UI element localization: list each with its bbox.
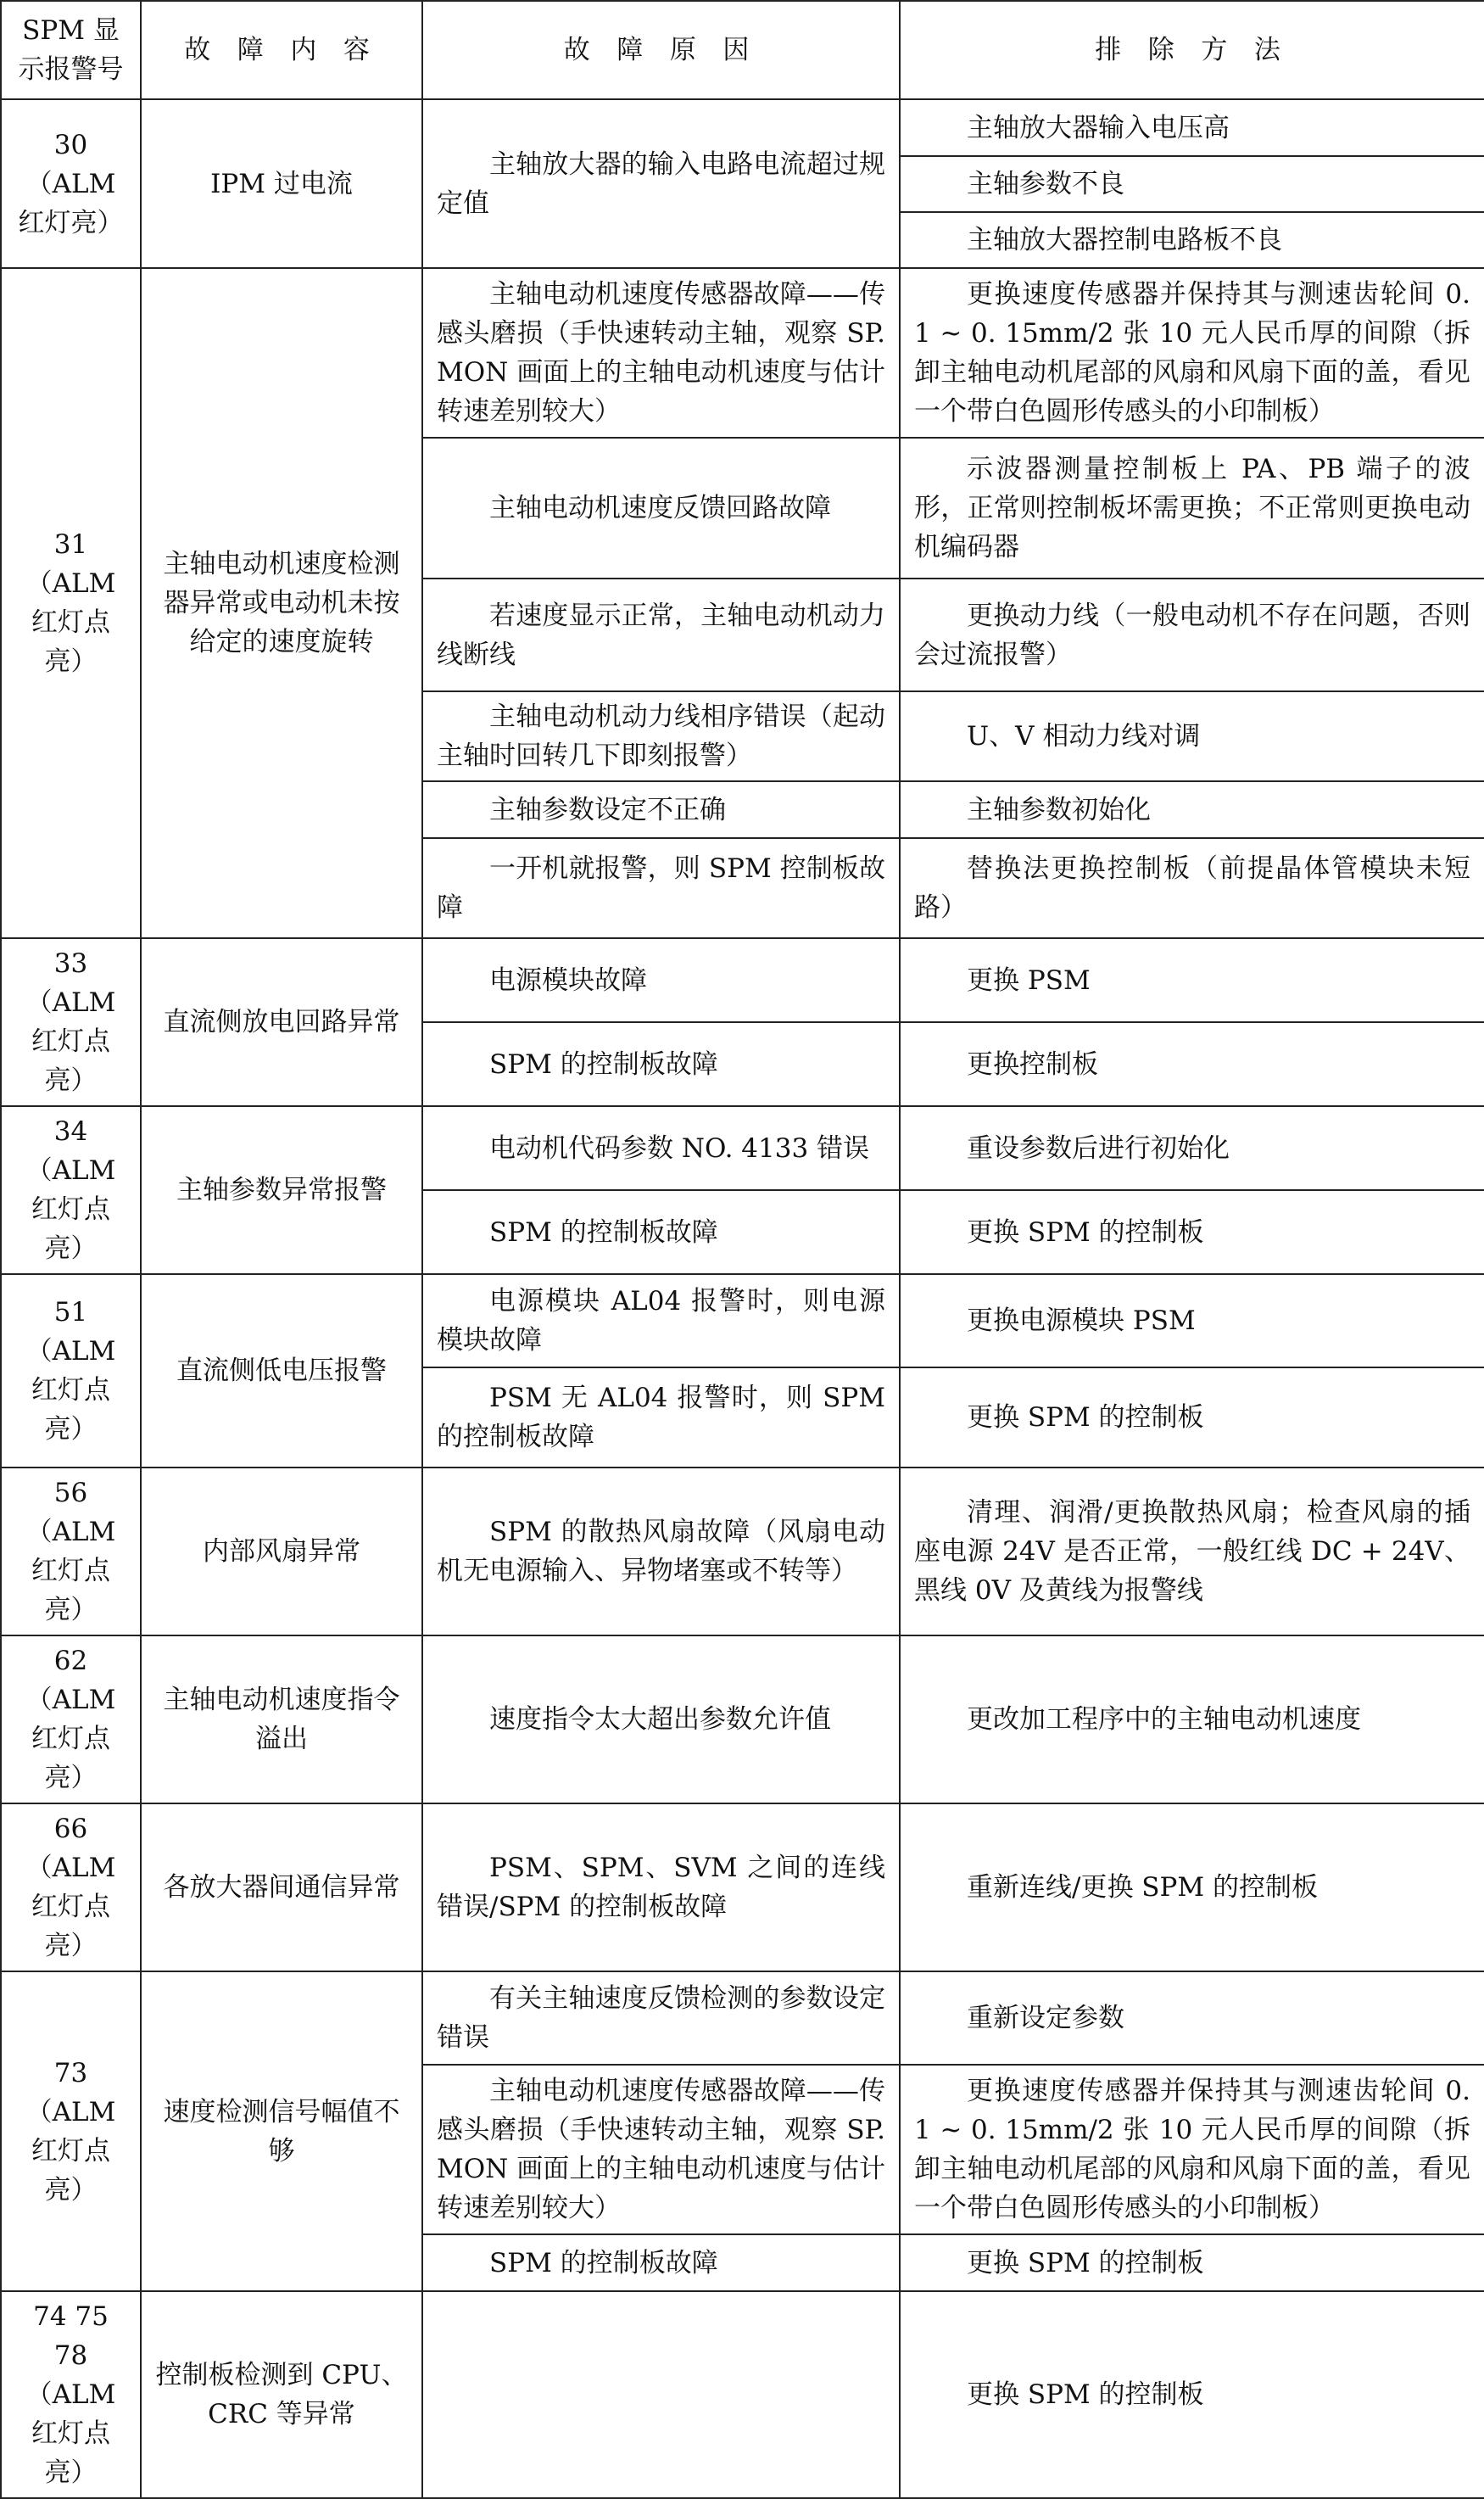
fix-method-cell: 替换法更换控制板（前提晶体管模块未短路） bbox=[900, 838, 1484, 938]
table-row bbox=[1, 1971, 1484, 2065]
table-row bbox=[1, 938, 1484, 1022]
fault-content-cell: 各放大器间通信异常 bbox=[141, 1803, 422, 1971]
alarm-number-cell: 66（ALM 红灯点亮） bbox=[1, 1803, 141, 1971]
fix-method-cell: 重设参数后进行初始化 bbox=[900, 1106, 1484, 1190]
header-fault-cause: 故 障 原 因 bbox=[422, 1, 900, 99]
fault-cause-cell: PSM、SPM、SVM 之间的连线错误/SPM 的控制板故障 bbox=[422, 1803, 900, 1971]
alarm-number-cell: 56（ALM 红灯点亮） bbox=[1, 1468, 141, 1635]
fault-content-cell: 控制板检测到 CPU、CRC 等异常 bbox=[141, 2291, 422, 2498]
fault-cause-cell: PSM 无 AL04 报警时，则 SPM 的控制板故障 bbox=[422, 1367, 900, 1468]
header-alarm-number: SPM 显示报警号 bbox=[1, 1, 141, 99]
fix-method-cell: 主轴放大器控制电路板不良 bbox=[900, 212, 1484, 268]
table-row bbox=[1, 1468, 1484, 1635]
fault-cause-cell: 电源模块 AL04 报警时，则电源模块故障 bbox=[422, 1274, 900, 1367]
alarm-number-cell: 31（ALM 红灯点亮） bbox=[1, 268, 141, 938]
fault-cause-cell: SPM 的控制板故障 bbox=[422, 1022, 900, 1106]
table-row bbox=[1, 99, 1484, 156]
fix-method-cell: 清理、润滑/更换散热风扇；检查风扇的插座电源 24V 是否正常，一般红线 DC + 24V、黑线 0V 及黄线为报警线 bbox=[900, 1468, 1484, 1635]
fix-method-cell: 更换电源模块 PSM bbox=[900, 1274, 1484, 1367]
fix-method-cell: 更换 SPM 的控制板 bbox=[900, 2234, 1484, 2291]
alarm-number-cell: 51（ALM 红灯点亮） bbox=[1, 1274, 141, 1468]
fault-cause-cell: 主轴电动机速度传感器故障——传感头磨损（手快速转动主轴，观察 SP. MON 画面上的主轴电动机速度与估计转速差别较大） bbox=[422, 2065, 900, 2234]
fault-content-cell: 主轴参数异常报警 bbox=[141, 1106, 422, 1274]
header-fault-content: 故 障 内 容 bbox=[141, 1, 422, 99]
fault-cause-cell: 有关主轴速度反馈检测的参数设定错误 bbox=[422, 1971, 900, 2065]
alarm-number-cell: 30（ALM 红灯亮） bbox=[1, 99, 141, 268]
fault-cause-cell: 电动机代码参数 NO. 4133 错误 bbox=[422, 1106, 900, 1190]
fix-method-cell: 更换速度传感器并保持其与测速齿轮间 0. 1 ~ 0. 15mm/2 张 10 元人民币厚的间隙（拆卸主轴电动机尾部的风扇和风扇下面的盖，看见一个带白色圆形传感头的小印制板） bbox=[900, 268, 1484, 438]
table-row bbox=[1, 1106, 1484, 1190]
alarm-number-cell: 34（ALM 红灯点亮） bbox=[1, 1106, 141, 1274]
fix-method-cell: 更换速度传感器并保持其与测速齿轮间 0. 1 ~ 0. 15mm/2 张 10 元人民币厚的间隙（拆卸主轴电动机尾部的风扇和风扇下面的盖，看见一个带白色圆形传感头的小印制板） bbox=[900, 2065, 1484, 2234]
table-row bbox=[1, 1274, 1484, 1367]
fault-cause-cell: 主轴放大器的输入电路电流超过规定值 bbox=[422, 99, 900, 268]
fault-content-cell: 直流侧低电压报警 bbox=[141, 1274, 422, 1468]
header-row bbox=[1, 1, 1484, 99]
fault-content-cell: 直流侧放电回路异常 bbox=[141, 938, 422, 1106]
fix-method-cell: 主轴放大器输入电压高 bbox=[900, 99, 1484, 156]
fault-cause-cell: 主轴电动机速度传感器故障——传感头磨损（手快速转动主轴，观察 SP. MON 画面上的主轴电动机速度与估计转速差别较大） bbox=[422, 268, 900, 438]
fault-cause-cell bbox=[422, 2291, 900, 2498]
alarm-number-cell: 74 75 78（ALM 红灯点亮） bbox=[1, 2291, 141, 2498]
fix-method-cell: 更改加工程序中的主轴电动机速度 bbox=[900, 1635, 1484, 1803]
fix-method-cell: 重新连线/更换 SPM 的控制板 bbox=[900, 1803, 1484, 1971]
alarm-number-cell: 62（ALM 红灯点亮） bbox=[1, 1635, 141, 1803]
fix-method-cell: 更换 SPM 的控制板 bbox=[900, 2291, 1484, 2498]
fix-method-cell: U、V 相动力线对调 bbox=[900, 691, 1484, 781]
fault-cause-cell: SPM 的控制板故障 bbox=[422, 2234, 900, 2291]
alarm-number-cell: 73（ALM 红灯点亮） bbox=[1, 1971, 141, 2291]
fault-cause-cell: 主轴电动机动力线相序错误（起动主轴时回转几下即刻报警） bbox=[422, 691, 900, 781]
fault-cause-cell: 主轴电动机速度反馈回路故障 bbox=[422, 438, 900, 579]
fix-method-cell: 更换控制板 bbox=[900, 1022, 1484, 1106]
fix-method-cell: 更换动力线（一般电动机不存在问题，否则会过流报警） bbox=[900, 579, 1484, 691]
header-fix-method: 排 除 方 法 bbox=[900, 1, 1484, 99]
fault-cause-cell: 电源模块故障 bbox=[422, 938, 900, 1022]
fault-content-cell: 内部风扇异常 bbox=[141, 1468, 422, 1635]
fix-method-cell: 重新设定参数 bbox=[900, 1971, 1484, 2065]
fix-method-cell: 更换 SPM 的控制板 bbox=[900, 1367, 1484, 1468]
fault-content-cell: IPM 过电流 bbox=[141, 99, 422, 268]
alarm-number-cell: 33（ALM 红灯点亮） bbox=[1, 938, 141, 1106]
table-row bbox=[1, 1803, 1484, 1971]
fix-method-cell: 主轴参数不良 bbox=[900, 156, 1484, 212]
fix-method-cell: 主轴参数初始化 bbox=[900, 781, 1484, 838]
table-row bbox=[1, 1635, 1484, 1803]
alarm-table-body bbox=[1, 1, 1484, 2498]
fault-cause-cell: 速度指令太大超出参数允许值 bbox=[422, 1635, 900, 1803]
table-row bbox=[1, 268, 1484, 438]
fault-cause-cell: SPM 的散热风扇故障（风扇电动机无电源输入、异物堵塞或不转等） bbox=[422, 1468, 900, 1635]
fault-cause-cell: 主轴参数设定不正确 bbox=[422, 781, 900, 838]
fault-content-cell: 主轴电动机速度检测器异常或电动机未按给定的速度旋转 bbox=[141, 268, 422, 938]
fault-content-cell: 主轴电动机速度指令溢出 bbox=[141, 1635, 422, 1803]
fix-method-cell: 示波器测量控制板上 PA、PB 端子的波形，正常则控制板坏需更换；不正常则更换电动机编码器 bbox=[900, 438, 1484, 579]
table-row bbox=[1, 2291, 1484, 2498]
fault-cause-cell: 一开机就报警，则 SPM 控制板故障 bbox=[422, 838, 900, 938]
fix-method-cell: 更换 PSM bbox=[900, 938, 1484, 1022]
fault-cause-cell: SPM 的控制板故障 bbox=[422, 1190, 900, 1274]
fault-cause-cell: 若速度显示正常，主轴电动机动力线断线 bbox=[422, 579, 900, 691]
fix-method-cell: 更换 SPM 的控制板 bbox=[900, 1190, 1484, 1274]
fault-content-cell: 速度检测信号幅值不够 bbox=[141, 1971, 422, 2291]
